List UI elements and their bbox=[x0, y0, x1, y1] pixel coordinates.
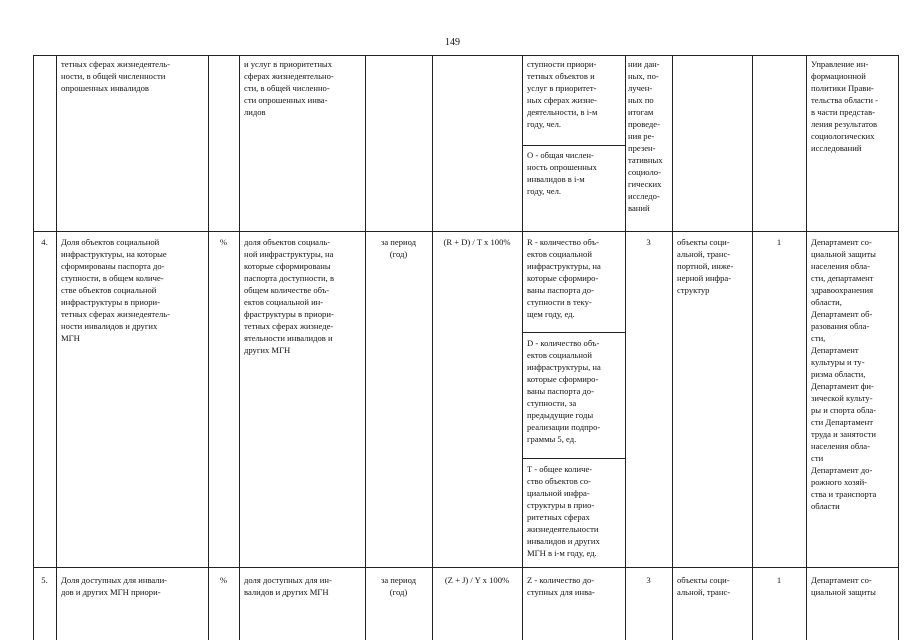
page-number: 149 bbox=[445, 37, 460, 48]
definition-cell: доля доступных для ин- валидов и других МГН bbox=[244, 575, 332, 597]
period-cell: за период (год) bbox=[380, 575, 417, 597]
variable-cell: ступности приори- тетных объектов и услуг в приоритет- ных сферах жизне- деятельности, в i-м году, чел. bbox=[527, 59, 598, 129]
unit-cell: % bbox=[219, 575, 228, 585]
indicator-cell: Доля доступных для инвали- дов и других МГН приори- bbox=[61, 575, 168, 597]
definition-cell: доля объектов социаль- ной инфраструктуры, на которые сформированы паспорта доступности, в общем количестве объ- ектов социальной ин- фраструктуры в приори- тетных сферах жизнеде- ятельности инвалидов и других МГН bbox=[244, 237, 334, 355]
method-cell: 3 bbox=[646, 237, 651, 247]
method-cell: нии дан- ных, по- лучен- ных по итогам проведе- ния ре- презен- тативных социоло- гических исследо- ваний bbox=[628, 59, 663, 213]
responsible-cell: Департамент со- циальной защиты населения обла- сти, департамент здравоохранения области, Департамент об- разования обла- сти, Департамент культуры и ту- ризма области, Департамент фи- зической культу- ры и спорта обла- сти Департамент труда и занятости населения обла- сти Департамент до- рожного хозяй- ства и транспорта области bbox=[811, 237, 877, 511]
unit-cell: % bbox=[219, 237, 228, 247]
variable-cell: O - общая числен- ность опрошенных инвалидов в i-м году, чел. bbox=[527, 150, 597, 196]
indicator-cell: Доля объектов социальной инфраструктуры, на которые сформированы паспорта до- ступности, в общем количе- стве объектов социальной инфраструктуры в приори- тетных сферах жизнедеятель- ности инвалидов и других МГН bbox=[61, 237, 171, 343]
method-cell: 3 bbox=[646, 575, 651, 585]
formula-cell: (R + D) / T x 100% bbox=[443, 237, 511, 247]
variable-cell: R - количество объ- ектов социальной инфраструктуры, на которые сформиро- ваны паспорта до- ступности в теку- щем году, ед. bbox=[527, 237, 601, 319]
formula-cell: (Z + J) / Y x 100% bbox=[444, 575, 510, 585]
indicator-cell: тетных сферах жизнедеятель- ности, в общей численности опрошенных инвалидов bbox=[61, 59, 171, 93]
responsible-cell: Департамент со- циальной защиты bbox=[811, 575, 876, 597]
variable-cell: T - общее количе- ство объектов со- циальной инфра- структуры в прио- ритетных сферах жизнедеятельности инвалидов и других МГН в i-м году, ед. bbox=[527, 464, 600, 558]
variable-cell: Z - количество до- ступных для инва- bbox=[527, 575, 595, 597]
variable-cell: D - количество объ- ектов социальной инфраструктуры, на которые сформиро- ваны паспорта до- ступности, за предыдущие годы реализации подпро- граммы 5, ед. bbox=[527, 338, 601, 444]
level-cell: 1 bbox=[776, 575, 782, 585]
definition-cell: и услуг в приоритетных сферах жизнедеятельно- сти, в общей численно- сти опрошенных инва- лидов bbox=[244, 59, 334, 117]
level-cell: 1 bbox=[776, 237, 782, 247]
period-cell: за период (год) bbox=[380, 237, 417, 259]
object-cell: объекты соци- альной, транс- bbox=[677, 575, 731, 597]
row-number: 4. bbox=[41, 237, 48, 247]
object-cell: объекты соци- альной, транс- портной, инже- нерной инфра- структур bbox=[677, 237, 734, 295]
responsible-cell: Управление ин- формационной политики Прави- тельства области - в части представ- ления результатов социологических исследований bbox=[811, 59, 878, 153]
row-number: 5. bbox=[41, 575, 48, 585]
